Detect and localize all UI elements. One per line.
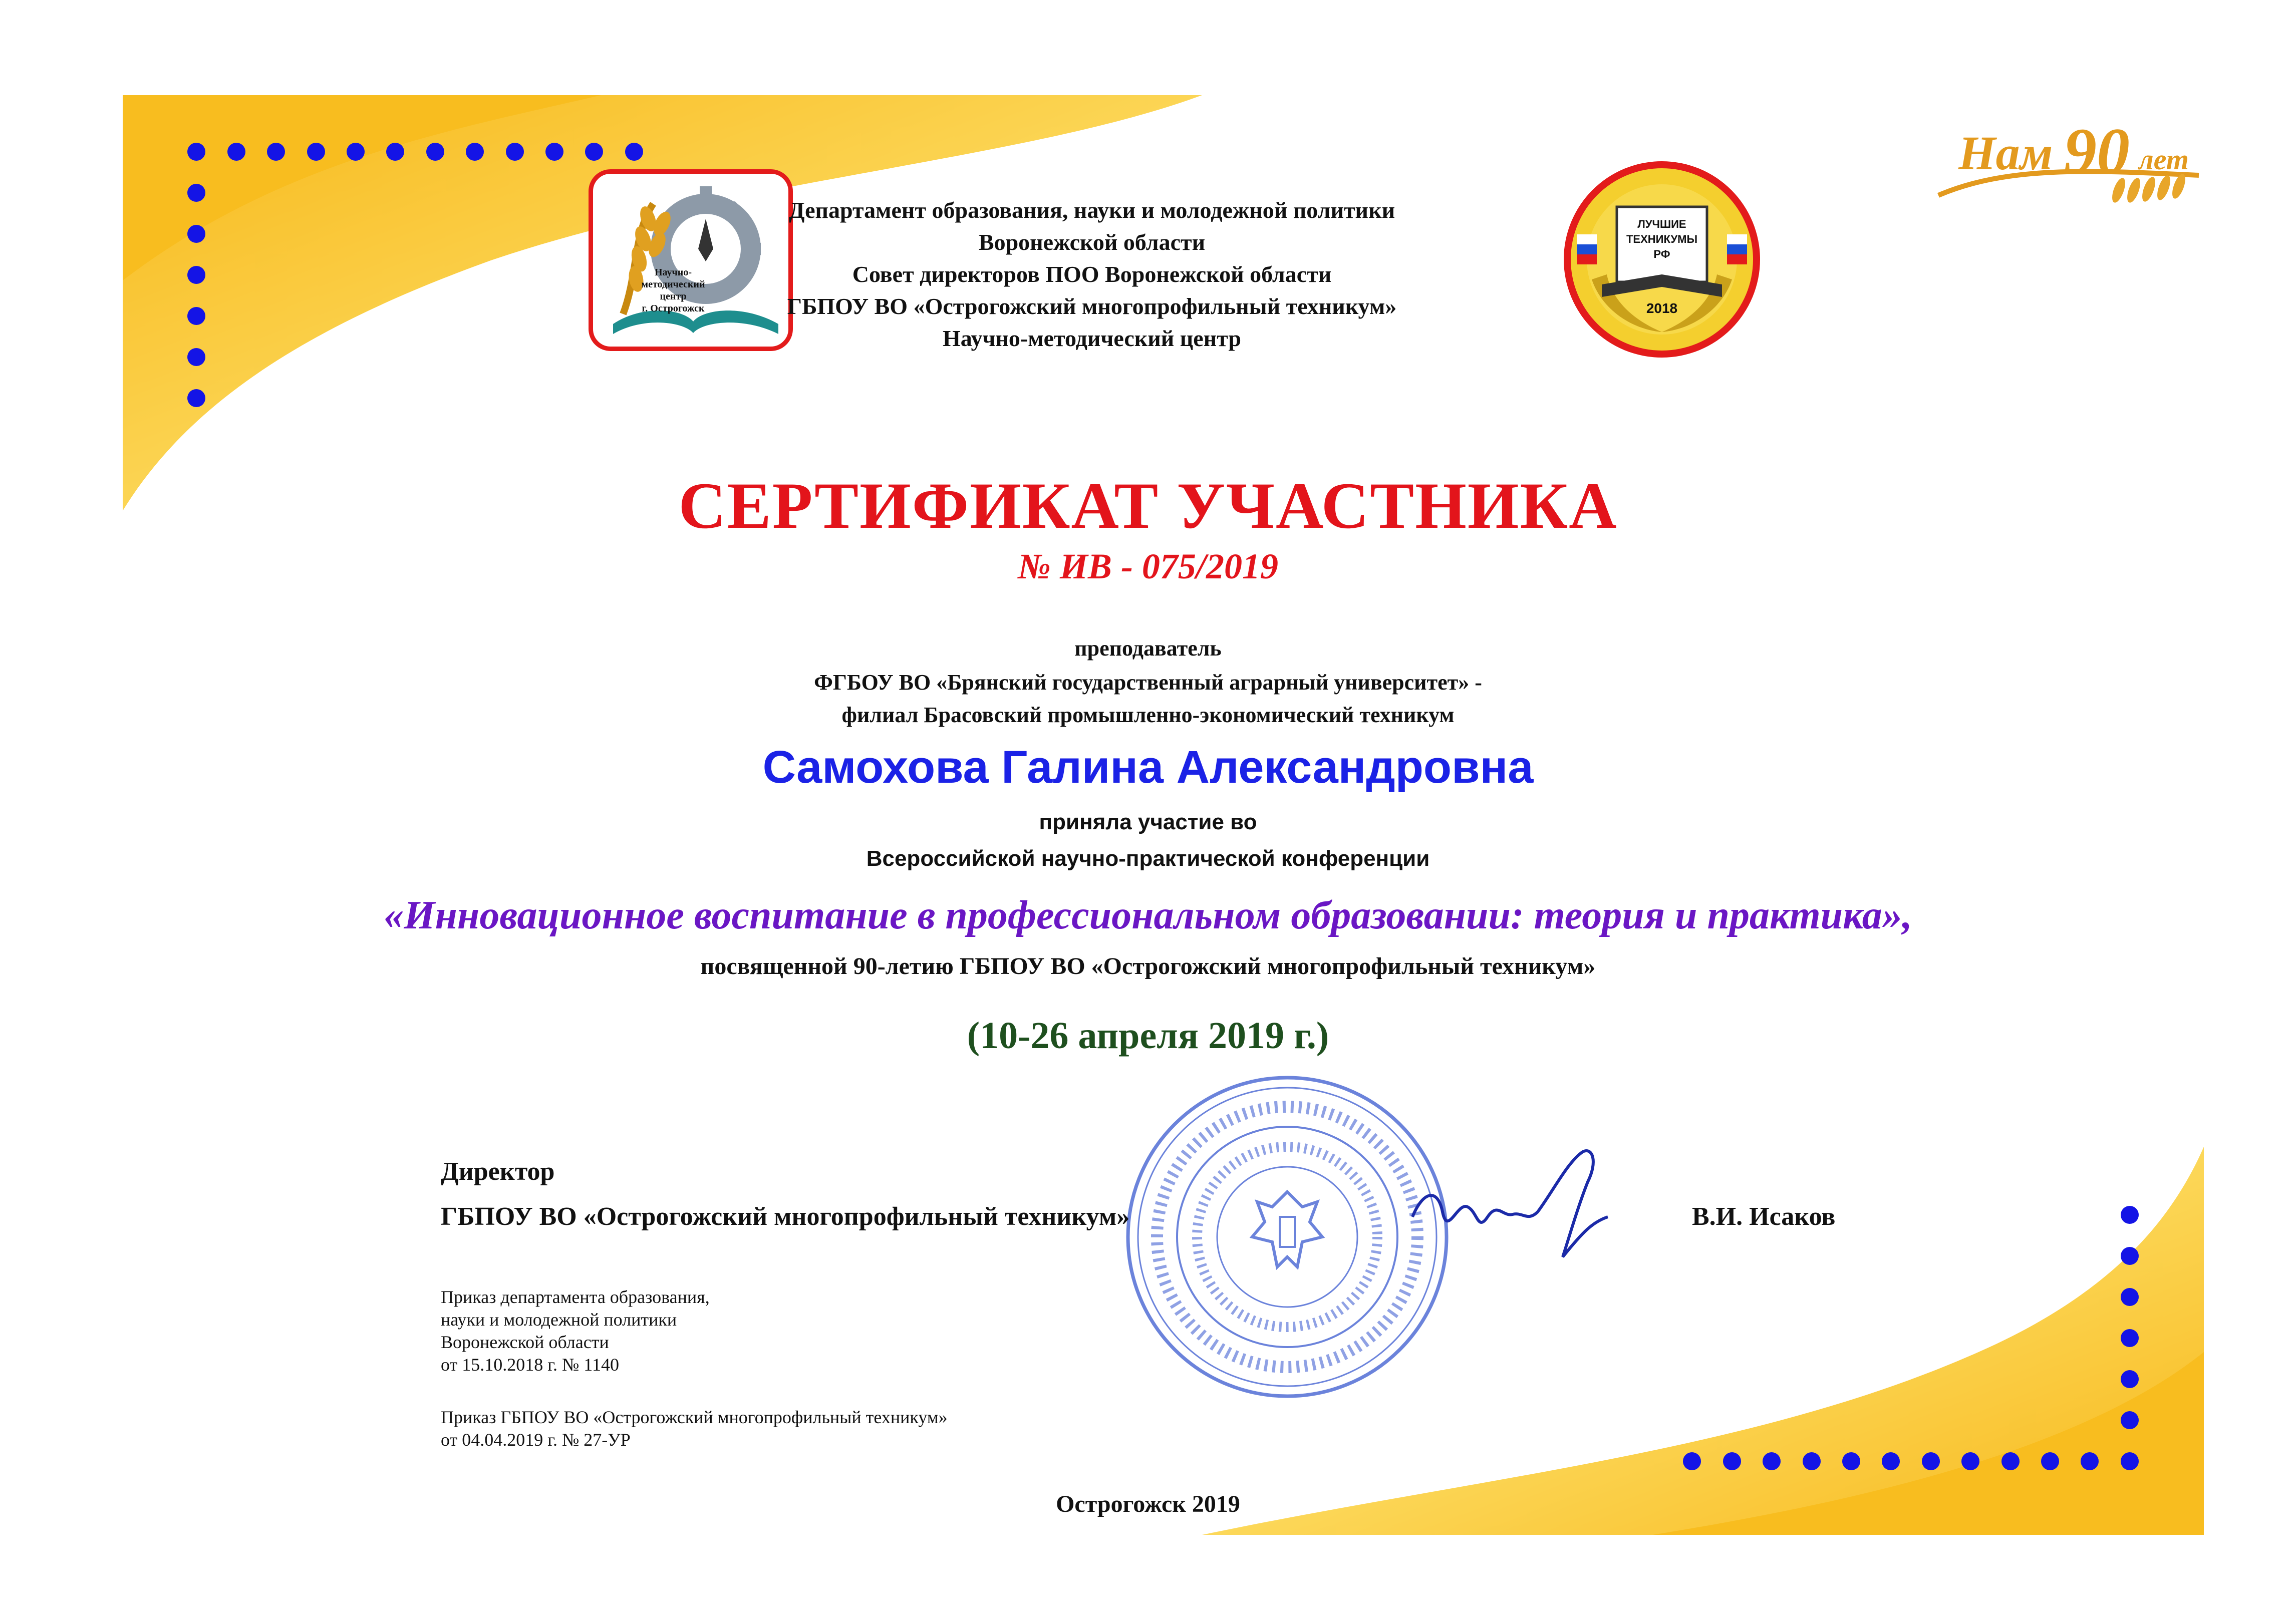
header-line-2: Воронежской области <box>978 229 1206 255</box>
order1-line1: Приказ департамента образования, <box>441 1287 710 1307</box>
medal-text-line2: ТЕХНИКУМЫ <box>1626 233 1697 245</box>
anniversary-text-b: 90 <box>2064 114 2130 188</box>
order1-line4: от 15.10.2018 г. № 1140 <box>441 1355 619 1375</box>
recipient-position: преподаватель <box>1074 636 1222 661</box>
order2-line2: от 04.04.2019 г. № 27-УР <box>441 1430 631 1450</box>
header-line-4: ГБПОУ ВО «Острогожский многопрофильный техникум» <box>787 293 1397 319</box>
anniversary-emblem <box>1928 110 2209 225</box>
recipient-name: Самохова Галина Александровна <box>762 742 1534 793</box>
anniversary-text-c: лет <box>2139 143 2189 176</box>
header-line-1: Департамент образования, науки и молодежной политики <box>788 197 1395 223</box>
header-line-3: Совет директоров ПОО Воронежской области <box>852 261 1332 287</box>
footer-city-year: Острогожск 2019 <box>1056 1491 1240 1517</box>
recipient-org-line2: филиал Брасовский промышленно-экономический техникум <box>841 703 1455 727</box>
medal-text-line3: РФ <box>1653 248 1670 260</box>
medal-year: 2018 <box>1646 300 1678 316</box>
director-title: Директор <box>441 1157 555 1186</box>
order2-line1: Приказ ГБПОУ ВО «Острогожский многопрофильный техникум» <box>441 1407 948 1427</box>
participation-line1: приняла участие во <box>1039 810 1257 834</box>
logo-text-line2: центр <box>660 291 687 302</box>
order-reference-2 <box>441 1406 948 1451</box>
header-line-5: Научно-методический центр <box>943 326 1241 351</box>
medal-text-line1: ЛУЧШИЕ <box>1637 218 1686 230</box>
conference-dates: (10-26 апреля 2019 г.) <box>967 1015 1329 1057</box>
director-organization: ГБПОУ ВО «Острогожский многопрофильный техникум» <box>441 1202 1130 1231</box>
order1-line3: Воронежской области <box>441 1332 609 1352</box>
participation-line2: Всероссийской научно-практической конференции <box>866 846 1430 871</box>
conference-title: «Инновационное воспитание в профессиональном образовании: теория и практика», <box>384 893 1912 937</box>
conference-dedication: посвященной 90-летию ГБПОУ ВО «Острогожский многопрофильный техникум» <box>700 953 1596 980</box>
signer-name: В.И. Исаков <box>1692 1202 1836 1231</box>
order-reference-1 <box>441 1286 710 1376</box>
signature-scribble <box>1402 1142 1618 1272</box>
best-colleges-medal <box>1562 159 1762 360</box>
logo-text-line3: г. Острогожск <box>642 303 705 314</box>
recipient-org-line1: ФГБОУ ВО «Брянский государственный аграрный университет» - <box>814 670 1482 695</box>
certificate-number: № ИВ - 075/2019 <box>1018 546 1278 586</box>
anniversary-text-a: Нам <box>1958 126 2053 180</box>
logo-text-line1: Научно-методический <box>641 267 705 290</box>
certificate-title: СЕРТИФИКАТ УЧАСТНИКА <box>678 469 1618 542</box>
order1-line2: науки и молодежной политики <box>441 1310 677 1330</box>
